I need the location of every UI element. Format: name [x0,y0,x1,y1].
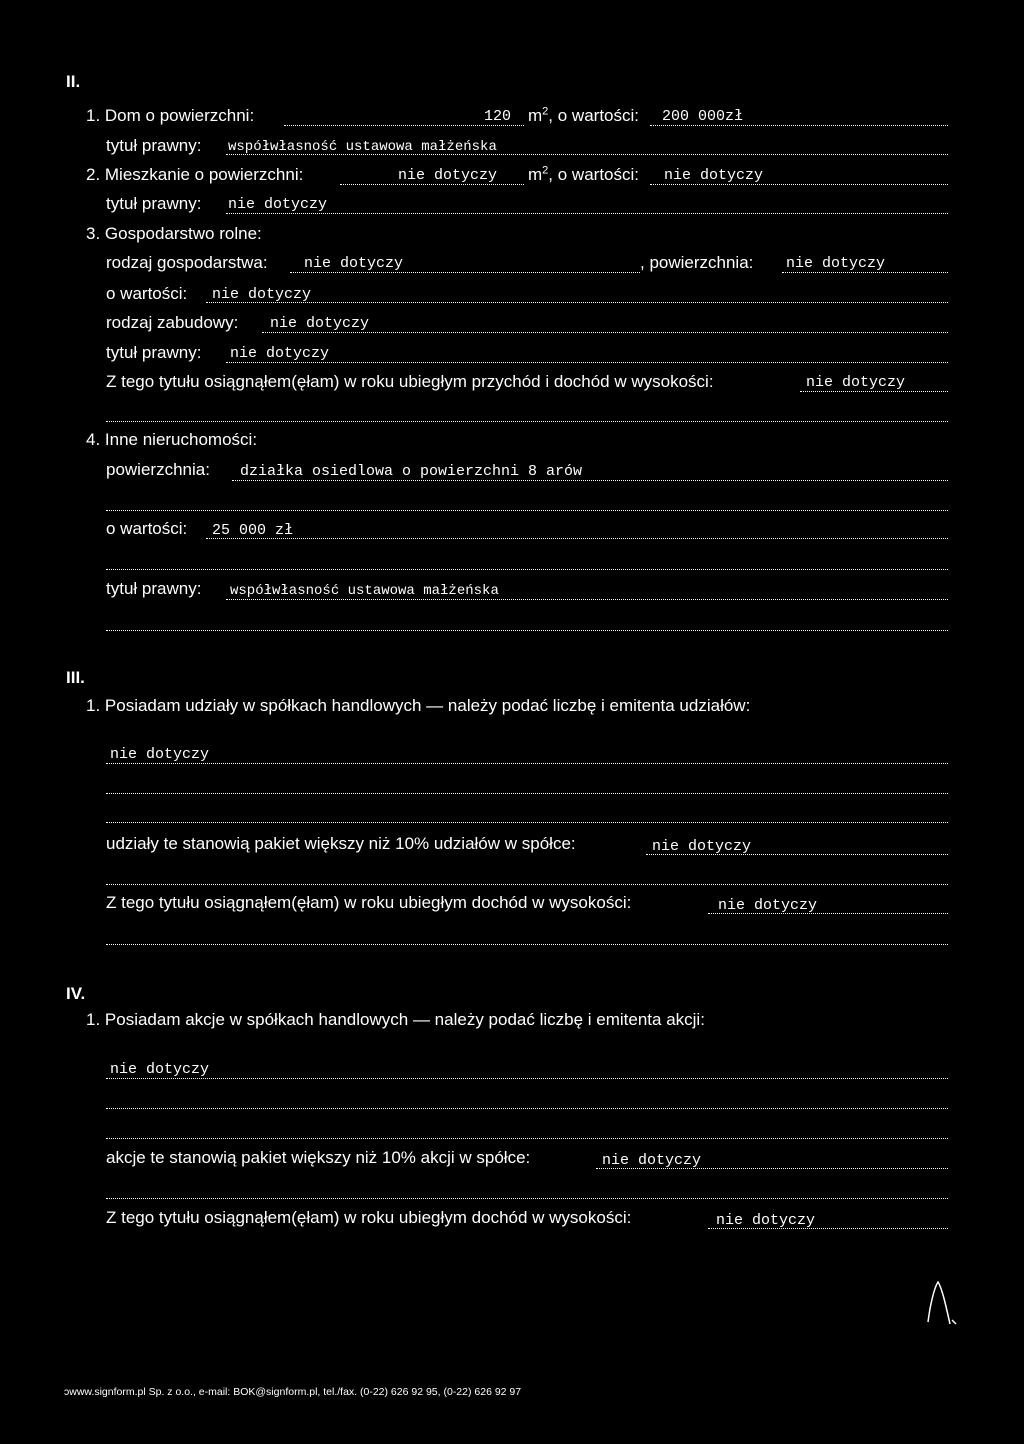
gospodarstwo-type-value: nie dotyczy [304,255,404,272]
gospodarstwo-buildings-value: nie dotyczy [270,315,370,332]
udzialy-income-label: Z tego tytułu osiągnąłem(ęłam) w roku ubiegłym dochód w wysokości: [106,893,632,912]
inne-label: 4. Inne nieruchomości: [86,430,258,449]
udzialy-answer-line [106,763,948,764]
mieszkanie-value: nie dotyczy [664,167,764,184]
akcje-income-label: Z tego tytułu osiągnąłem(ęłam) w roku ubiegłym dochód w wysokości: [106,1208,632,1227]
gospodarstwo-area-label: , powierzchnia: [640,253,754,272]
udzialy-pakiet-extra-line [106,884,948,885]
dom-title-label: tytuł prawny: [106,136,202,155]
inne-value-line [206,538,948,539]
footer-text: ↄwww.signform.pl Sp. z o.o., e-mail: BOK@signform.pl, tel./fax. (0-22) 626 92 95, (0-22) 626 92 97 [64,1386,522,1398]
section-heading-iv: IV. [66,984,86,1003]
mieszkanie-title-value: nie dotyczy [228,196,328,213]
dom-area-value: 120 [484,108,512,125]
akcje-answer-line [106,1078,948,1079]
mieszkanie-title-label: tytuł prawny: [106,194,202,213]
inne-value-label: o wartości: [106,519,188,538]
akcje-pakiet-extra-line [106,1198,948,1199]
inne-area-extra-line [106,510,948,511]
mieszkanie-label: 2. Mieszkanie o powierzchni: [86,165,304,184]
gospodarstwo-value: nie dotyczy [212,286,312,303]
gospodarstwo-income-value: nie dotyczy [806,374,906,391]
section-heading-ii: II. [66,72,81,91]
udzialy-pakiet-label: udziały te stanowią pakiet większy niż 10% udziałów w spółce: [106,834,576,853]
inne-area-label: powierzchnia: [106,460,210,479]
gospodarstwo-title-line [226,362,948,363]
inne-value-extra-line [106,569,948,570]
udzialy-pakiet-value: nie dotyczy [652,838,752,855]
mieszkanie-area-value: nie dotyczy [398,167,498,184]
section-heading-iii: III. [66,668,85,687]
akcje-extra-line-1 [106,1108,948,1109]
inne-area-value: działka osiedlowa o powierzchni 8 arów [240,463,583,480]
gospodarstwo-title-value: nie dotyczy [230,345,330,362]
gospodarstwo-label: 3. Gospodarstwo rolne: [86,224,262,243]
gospodarstwo-extra-line [106,421,948,422]
akcje-pakiet-label: akcje te stanowią pakiet większy niż 10% akcji w spółce: [106,1148,531,1167]
inne-value: 25 000 zł [212,522,294,539]
gospodarstwo-income-label: Z tego tytułu osiągnąłem(ęłam) w roku ubiegłym przychód i dochód w wysokości: [106,372,714,391]
gospodarstwo-value-line [206,302,948,303]
akcje-question: 1. Posiadam akcje w spółkach handlowych — należy podać liczbę i emitenta akcji: [86,1010,705,1029]
dom-value: 200 000zł [662,108,744,125]
gospodarstwo-value-label: o wartości: [106,284,188,303]
akcje-extra-line-2 [106,1138,948,1139]
udzialy-income-value: nie dotyczy [718,897,818,914]
dom-unit: $m^2$, o wartości: [528,105,639,125]
akcje-income-value: nie dotyczy [716,1212,816,1229]
signature-initials [924,1276,960,1328]
udzialy-extra-line-2 [106,822,948,823]
mieszkanie-unit: $m^2$, o wartości: [528,164,639,184]
dom-label: 1. Dom o powierzchni: [86,106,255,125]
inne-title-value: współwłasność ustawowa małżeńska [230,583,499,599]
udzialy-income-extra-line [106,944,948,945]
copyright-icon: ↄ [64,1386,70,1398]
inne-title-extra-line [106,630,948,631]
udzialy-extra-line-1 [106,793,948,794]
udzialy-answer: nie dotyczy [110,746,210,763]
udzialy-question: 1. Posiadam udziały w spółkach handlowych — należy podać liczbę i emitenta udziałów: [86,696,751,715]
gospodarstwo-title-label: tytuł prawny: [106,343,202,362]
akcje-pakiet-value: nie dotyczy [602,1152,702,1169]
dom-title-value: współwłasność ustawowa małżeńska [228,139,497,155]
gospodarstwo-buildings-label: rodzaj zabudowy: [106,313,239,332]
mieszkanie-title-line [226,213,948,214]
gospodarstwo-type-label: rodzaj gospodarstwa: [106,253,268,272]
gospodarstwo-area-value: nie dotyczy [786,255,886,272]
akcje-answer: nie dotyczy [110,1061,210,1078]
inne-title-label: tytuł prawny: [106,579,202,598]
